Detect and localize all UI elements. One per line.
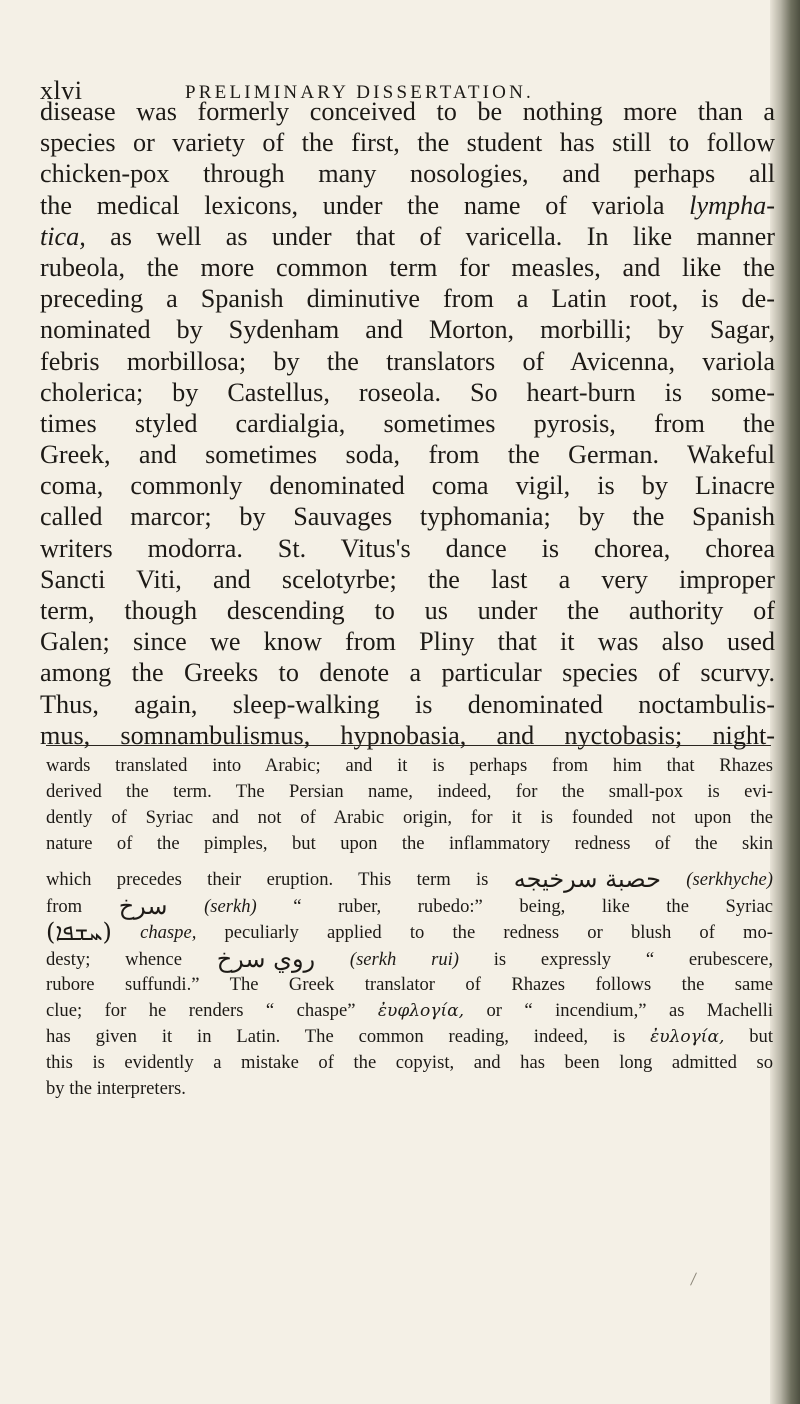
running-head: PRELIMINARY DISSERTATION. [185, 82, 534, 103]
text-line: Greek, and sometimes soda, from the German. Wakeful [40, 440, 775, 470]
text-line: coma, commonly denominated coma vigil, is by Linacre [40, 471, 775, 501]
text-line: the medical lexicons, under the name of variola lympha- [40, 190, 775, 220]
footnote-line: from ﺳﺮﺥ (serkh) “ ruber, rubedo:” being, like the Syriac [46, 892, 773, 921]
text-line: nominated by Sydenham and Morton, morbilli; by Sagar, [40, 315, 775, 345]
footnote-line: desty; whence ﺭﻭﻱ ﺳﺮﺥ (serkh rui) is expressly “ erubescere, [46, 944, 773, 973]
text-line: called marcor; by Sauvages typhomania; by the Spanish [40, 502, 775, 532]
syriac-word: (ܚܫܦܐ) [46, 918, 112, 947]
footnote-rule [46, 745, 771, 746]
text-line: term, though descending to us under the authority of [40, 596, 775, 625]
text-line: Thus, again, sleep-walking is denominated noctambulis- [40, 689, 775, 719]
text-line: Galen; since we know from Pliny that it was also used [40, 627, 775, 657]
footnote-line: by the interpreters. [46, 1078, 186, 1100]
footnote-line: clue; for he renders “ chaspe” ἐυφλογία, or “ incendium,” as Machelli [46, 999, 773, 1021]
footnote-line: dently of Syriac and not of Arabic origin, for it is founded not upon the [46, 807, 773, 829]
page-number: xlvi [40, 76, 83, 105]
footnote-line: which precedes their eruption. This term is ﺣﺼﺒﺔ ﺳﺮﺧﻴﺠﻪ (serkhyche) [46, 857, 773, 893]
footnote-line: derived the term. The Persian name, indeed, for the small-pox is evi- [46, 781, 773, 803]
text-line: among the Greeks to denote a particular species of scurvy. [40, 658, 775, 688]
text-line: chicken-pox through many nosologies, and perhaps all [40, 159, 775, 189]
text-line: preceding a Spanish diminutive from a Latin root, is de- [40, 284, 775, 314]
text-line: writers modorra. St. Vitus's dance is chorea, chorea [40, 533, 775, 563]
pencil-mark [690, 1272, 697, 1285]
persian-word: ﺭﻭﻱ ﺳﺮﺥ [216, 944, 316, 973]
footnote [46, 753, 773, 1102]
text-line: tica, as well as under that of varicella. In like manner [40, 221, 775, 251]
text-line: cholerica; by Castellus, roseola. So heart-burn is some- [40, 377, 775, 407]
text-line: disease was formerly conceived to be nothing more than a [40, 97, 775, 126]
footnote-line: has given it in Latin. The common reading, indeed, is ἐυλογία, but [46, 1025, 773, 1047]
text-line: rubeola, the more common term for measles, and like the [40, 252, 775, 282]
footnote-line: this is evidently a mistake of the copyist, and has been long admitted so [46, 1051, 773, 1073]
persian-word: ﺳﺮﺥ [118, 892, 168, 921]
footnote-line: rubore suffundi.” The Greek translator of Rhazes follows the same [46, 973, 773, 995]
text-line: febris morbillosa; by the translators of Avicenna, variola [40, 346, 775, 376]
text-line: times styled cardialgia, sometimes pyrosis, from the [40, 408, 775, 438]
text-line: Sancti Viti, and scelotyrbe; the last a very improper [40, 564, 775, 594]
footnote-line: nature of the pimples, but upon the inflammatory redness of the skin [46, 833, 773, 855]
footnote-line: (ܚܫܦܐ) chaspe, peculiarly applied to the redness or blush of mo- [46, 918, 773, 947]
text-line: mus, somnambulismus, hypnobasia, and nyctobasis; night- [40, 720, 775, 750]
footnote-line: wards translated into Arabic; and it is perhaps from him that Rhazes [46, 755, 773, 776]
text-line: species or variety of the first, the student has still to follow [40, 128, 775, 158]
persian-word: ﺣﺼﺒﺔ ﺳﺮﺧﻴﺠﻪ [513, 865, 661, 894]
main-text [40, 96, 775, 751]
